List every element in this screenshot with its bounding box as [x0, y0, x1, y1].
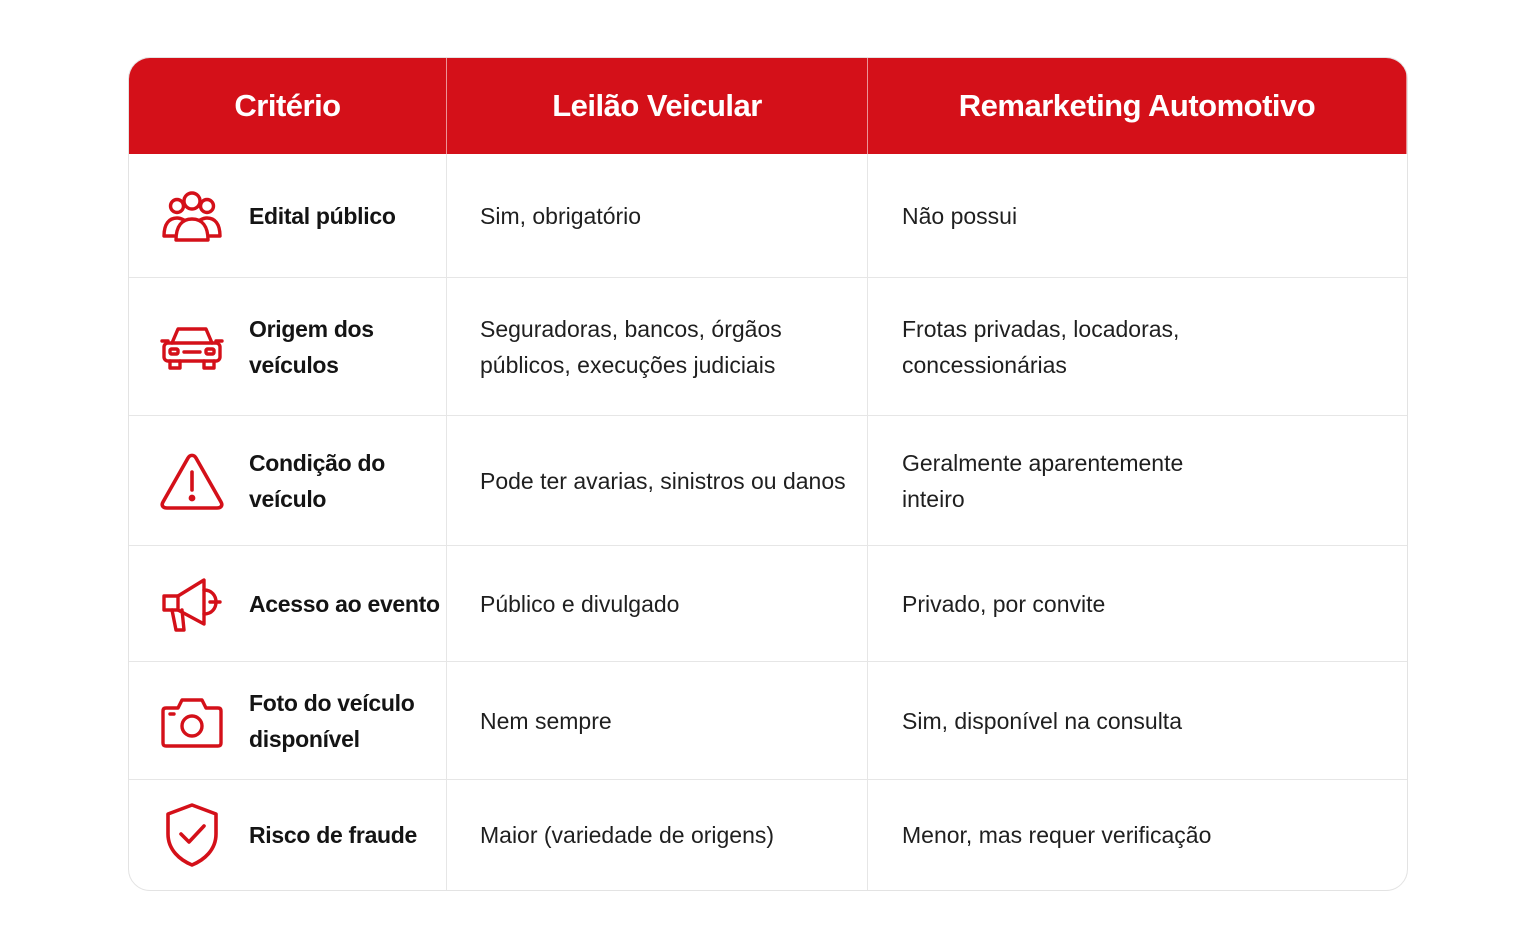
remarketing-value: Não possui	[902, 202, 1018, 229]
table-cell-leilao	[447, 154, 868, 277]
criterion-label: Acesso ao evento	[249, 590, 440, 617]
leilao-value: Público e divulgado	[480, 590, 680, 617]
megaphone-icon	[159, 571, 225, 637]
criterion-label: Foto do veículo disponível	[249, 689, 415, 752]
comparison-grid	[129, 58, 1407, 890]
table-cell-leilao	[447, 779, 868, 890]
criterion-label: Condição do veículo	[249, 449, 385, 512]
table-row-criterion	[129, 277, 447, 415]
remarketing-value: Menor, mas requer verificação	[902, 822, 1212, 848]
criterion-label: Edital público	[249, 202, 396, 229]
table-row-criterion	[129, 779, 447, 890]
shield-check-icon	[159, 802, 225, 868]
table-cell-remarketing	[868, 154, 1407, 277]
leilao-value: Sim, obrigatório	[480, 202, 642, 229]
leilao-value: Nem sempre	[480, 707, 612, 734]
camera-icon	[159, 688, 225, 754]
leilao-value: Pode ter avarias, sinistros ou danos	[480, 467, 846, 494]
table-cell-remarketing	[868, 415, 1407, 545]
table-cell-remarketing	[868, 545, 1407, 661]
table-cell-leilao	[447, 277, 868, 415]
table-cell-leilao	[447, 415, 868, 545]
people-group-icon	[159, 183, 225, 249]
table-row-criterion	[129, 415, 447, 545]
car-icon	[159, 314, 225, 380]
criterion-label: Origem dos veículos	[249, 315, 374, 378]
warning-triangle-icon	[159, 448, 225, 514]
table-cell-leilao	[447, 545, 868, 661]
remarketing-value: Geralmente aparentemente inteiro	[902, 449, 1184, 512]
header-remarketing-automotivo: Remarketing Automotivo	[868, 58, 1407, 154]
leilao-value: Maior (variedade de origens)	[480, 822, 775, 848]
table-row-criterion	[129, 661, 447, 779]
comparison-table	[128, 57, 1408, 891]
table-row-criterion	[129, 545, 447, 661]
table-cell-remarketing	[868, 661, 1407, 779]
table-row-criterion	[129, 154, 447, 277]
table-cell-leilao	[447, 661, 868, 779]
header-criterio: Critério	[129, 58, 447, 154]
remarketing-value: Sim, disponível na consulta	[902, 707, 1182, 734]
remarketing-value: Frotas privadas, locadoras, concessionárias	[902, 315, 1180, 378]
leilao-value: Seguradoras, bancos, órgãos públicos, execuções judiciais	[480, 315, 782, 378]
criterion-label: Risco de fraude	[249, 822, 418, 848]
table-cell-remarketing	[868, 779, 1407, 890]
remarketing-value: Privado, por convite	[902, 590, 1106, 617]
header-leilao-veicular: Leilão Veicular	[447, 58, 868, 154]
table-cell-remarketing	[868, 277, 1407, 415]
